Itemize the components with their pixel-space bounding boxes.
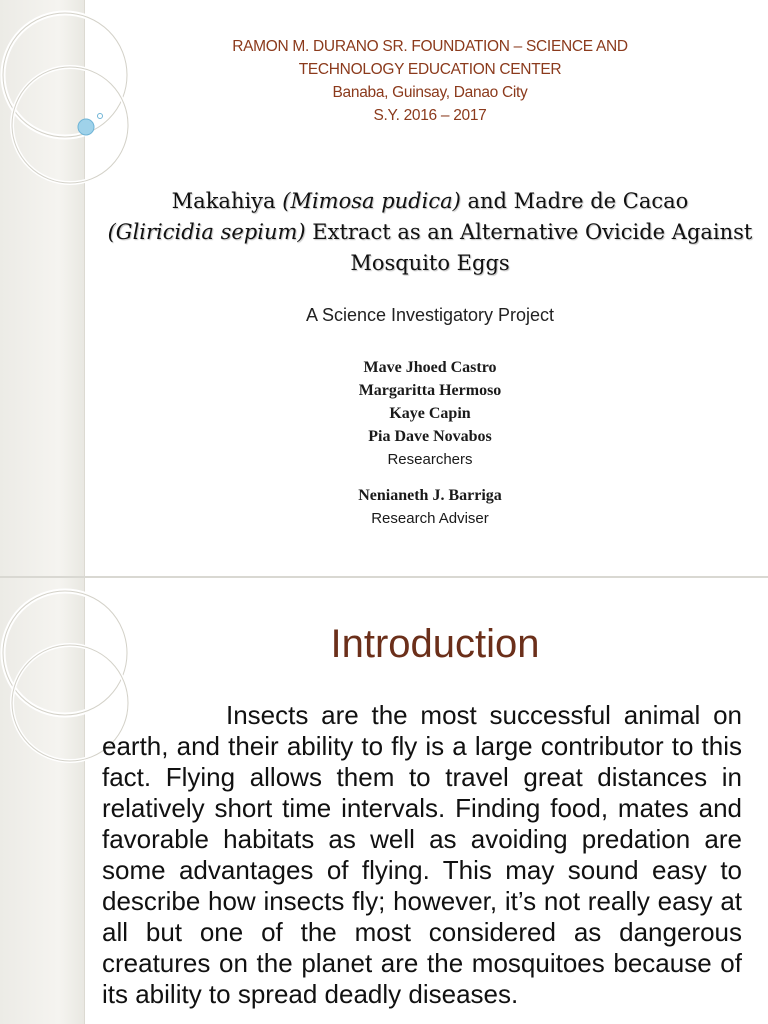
- title-part-3: and Madre de Cacao: [460, 189, 689, 213]
- introduction-paragraph: Insects are the most successful animal on earth, and their ability to fly is a large contributor to this fact. Flying allows them to travel great distances in relatively short time intervals. Finding food, mates and favorable habitats as well as avoiding predation are some advantages of flying. This may sound easy to describe how insects fly; however, it’s not really easy at all but one of the most considered as dangerous creatures on the planet are the mosquitoes because of its ability to spread deadly diseases.: [102, 700, 742, 1009]
- school-name-line-2: TECHNOLOGY EDUCATION CENTER: [298, 61, 562, 78]
- project-subtitle: A Science Investigatory Project: [305, 305, 555, 325]
- researcher-name: Mave Jhoed Castro: [363, 359, 497, 376]
- school-name: [110, 35, 750, 127]
- adviser-name: Nenianeth J. Barriga: [358, 487, 502, 504]
- introduction-slide: [0, 578, 768, 1024]
- school-address: Banaba, Guinsay, Danao City: [332, 84, 528, 101]
- project-title: [100, 186, 760, 279]
- school-year: S.Y. 2016 – 2017: [373, 107, 487, 124]
- adviser-block: [100, 484, 760, 530]
- researchers-label: Researchers: [387, 451, 473, 468]
- researcher-name: Pia Dave Novabos: [368, 428, 492, 445]
- adviser-label: Research Adviser: [371, 510, 489, 527]
- title-part-1: Makahiya: [171, 189, 283, 213]
- researcher-name: Kaye Capin: [389, 405, 471, 422]
- introduction-heading: Introduction: [330, 622, 540, 666]
- title-part-5: Extract as an Alternative Ovicide Against Mosquito Eggs: [305, 220, 753, 275]
- researcher-name: Margaritta Hermoso: [358, 382, 502, 399]
- school-name-line-1: RAMON M. DURANO SR. FOUNDATION – SCIENCE AND: [232, 38, 628, 55]
- researchers-block: [100, 356, 760, 471]
- title-scientific-name-1: (Mimosa pudica): [282, 189, 461, 213]
- title-scientific-name-2: (Gliricidia sepium): [107, 220, 306, 244]
